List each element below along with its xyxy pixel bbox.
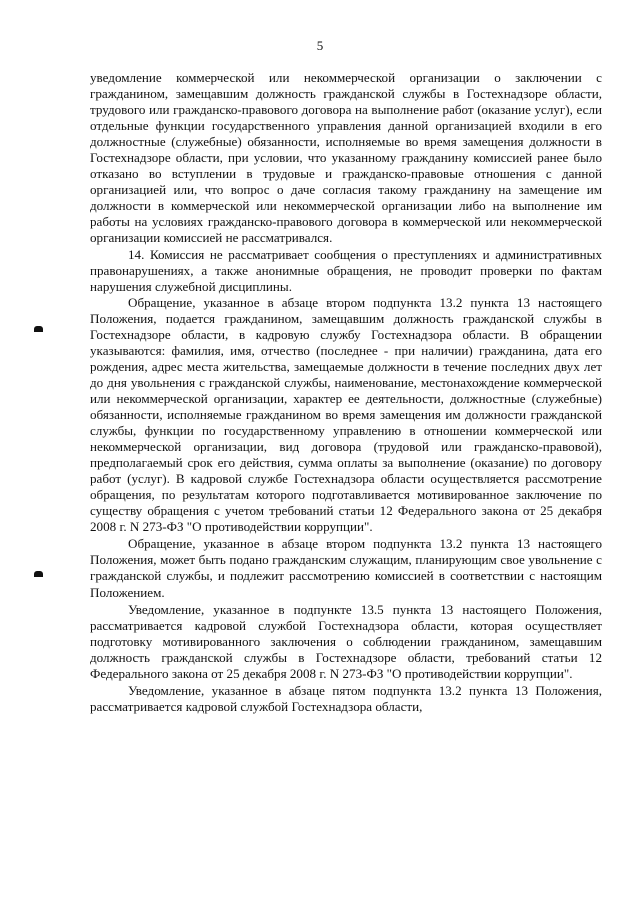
paragraph-notification-abzac-5: Уведомление, указанное в абзаце пятом подпункта 13.2 пункта 13 Положения, рассматривается кадровой службой Гостехнадзора области, [90, 682, 602, 714]
document-body [90, 70, 602, 715]
paragraph-appeal-by-servant: Обращение, указанное в абзаце втором подпункта 13.2 пункта 13 настоящего Положения, может быть подано гражданским служащим, планирующим свое увольнение с гражданской службы, и подлежит рассмотрению комиссией в соответствии с настоящим Положением. [90, 536, 602, 600]
paragraph-appeal-submission: Обращение, указанное в абзаце втором подпункта 13.2 пункта 13 настоящего Положения, подается гражданином, замещавшим должность гражданской службы в Гостехнадзоре области, в кадровую службу Гостехнадзора области. В обращении указываются: фамилия, имя, отчество (последнее - при наличии) гражданина, дата его рождения, адрес места жительства, замещаемые должности в течение последних двух лет до дня увольнения с гражданской службы, наименование, местонахождение коммерческой или некоммерческой организации, характер ее деятельности, должностные (служебные) обязанности, исполняемые гражданином во время замещения им должности гражданской службы, функции по государственному управлению в отношении коммерческой или некоммерческой организации, вид договора (трудовой или гражданско-правовой), предполагаемый срок его действия, сумма оплаты за выполнение (оказание) по договору работ (услуг). В кадровой службе Гостехнадзора области осуществляется рассмотрение обращения, по результатам которого подготавливается мотивированное заключение по существу обращения с учетом требований статьи 12 Федерального закона от 25 декабря 2008 г. N 273-ФЗ "О противодействии коррупции". [90, 294, 602, 535]
paragraph-notification-13-5: Уведомление, указанное в подпункте 13.5 пункта 13 настоящего Положения, рассматривается кадровой службой Гостехнадзора области, которая осуществляет подготовку мотивированного заключения о соблюдении гражданином, замещавшим должность гражданской службы в Гостехнадзоре области, требований статьи 12 Федерального закона от 25 декабря 2008 г. N 273-ФЗ "О противодействии коррупции". [90, 601, 602, 681]
paragraph-item-14: 14. Комиссия не рассматривает сообщения о преступлениях и административных правонарушениях, а также анонимные обращения, не проводит проверки по фактам нарушения служебной дисциплины. [90, 246, 602, 294]
punch-hole-mark [34, 571, 43, 577]
page-number: 5 [316, 38, 324, 53]
punch-hole-mark [34, 326, 43, 332]
paragraph-continuation: уведомление коммерческой или некоммерческой организации о заключении с гражданином, замещавшим должность гражданской службы в Гостехнадзоре области, трудового или гражданско-правового договора на выполнение работ (оказание услуг), если отдельные функции государственного управления данной организацией входили в его должностные (служебные) обязанности, исполняемые во время замещения должности в Гостехнадзоре области, при условии, что указанному гражданину комиссией ранее было отказано во вступлении в трудовые и гражданско-правовые отношения с данной организацией или, что вопрос о даче согласия такому гражданину на замещение им должности в коммерческой или некоммерческой организации либо на выполнение им работы на условиях гражданско-правового договора в коммерческой или некоммерческой организации комиссией не рассматривался. [90, 70, 602, 246]
